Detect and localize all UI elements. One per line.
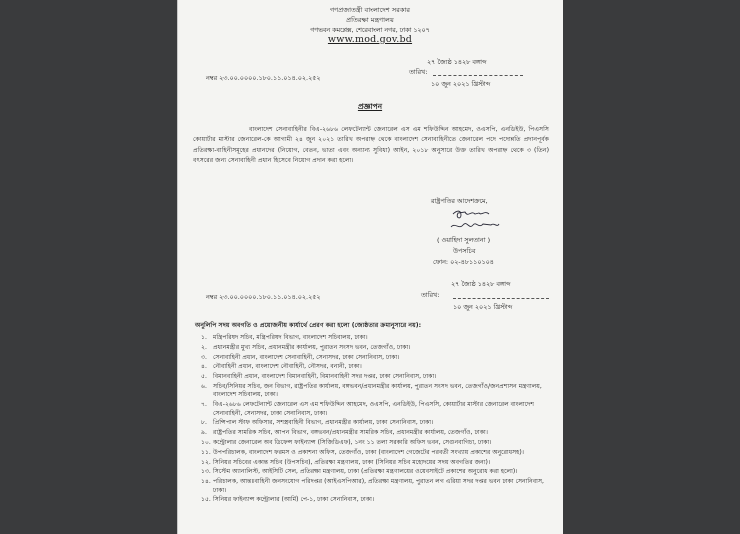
distribution-item <box>201 496 547 504</box>
distribution-item-number: ২. <box>201 343 207 351</box>
distribution-item-number: ১০. <box>201 438 211 446</box>
distribution-item-text: সচিব/সিনিয়র সচিব, জন বিভাগ, রাষ্ট্রপতির কার্যালয়, বঙ্গভবন/প্রধানমন্ত্রীর কার্যালয়, পুরাতন সংসদ ভবন, তেজগাঁও/জনপ্রশাসন মন্ত্রণালয়, বাংলাদেশ সচিবালয়, ঢাকা। <box>213 382 542 399</box>
notification-title: প্রজ্ঞাপন <box>357 102 383 111</box>
distribution-item-text: সিনিয়র সচিবের একান্ত সচিব (উপসচিব), প্রতিরক্ষা মন্ত্রণালয়, ঢাকা (সিনিয়র সচিব মহোদয়ের সদয় অবগতির জন্য)। <box>213 458 491 466</box>
memo-date-english: ১০ জুন ২০২১ খ্রিস্টাব্দ <box>431 80 491 88</box>
distribution-item-text: রাষ্ট্রপতির সামরিক সচিব, আপন বিভাগ, বঙ্গভবন/প্রধানমন্ত্রীর সামরিক সচিব, প্রধানমন্ত্রীর কার্যালয়, তেজগাঁও, ঢাকা। <box>213 429 488 437</box>
distribution-item <box>201 449 547 457</box>
memo2-date-label: তারিখ: <box>421 291 440 299</box>
distribution-item-text: সেনাবাহিনী প্রধান, বাংলাদেশ সেনাবাহিনী, সেনাসদর, ঢাকা সেনানিবাস, ঢাকা। <box>213 353 400 361</box>
distribution-item-number: ১৫. <box>201 496 211 504</box>
distribution-item-number: ১২. <box>201 458 211 466</box>
handwritten-signature <box>449 208 501 236</box>
ministry-name: প্রতিরক্ষা মন্ত্রণালয় <box>346 16 394 24</box>
distribution-item-number: ৫. <box>201 373 207 381</box>
ministry-website-link[interactable]: www.mod.gov.bd <box>327 34 413 45</box>
distribution-item <box>201 439 547 447</box>
distribution-item-text: প্রিন্সিপাল স্টাফ অফিসার, সশস্ত্রবাহিনী বিভাগ, প্রধানমন্ত্রীর কার্যালয়, ঢাকা সেনানিবাস, ঢাকা। <box>213 419 434 427</box>
page-edge <box>177 0 178 534</box>
distribution-item <box>201 363 547 371</box>
signatory-designation: উপসচিব <box>453 247 476 255</box>
distribution-item-number: ৯. <box>201 429 207 437</box>
distribution-list <box>201 334 547 506</box>
distribution-item-text: সিস্টেম অ্যানালিস্ট, আইসিটি সেল, প্রতিরক্ষা মন্ত্রণালয়, ঢাকা (প্রতিরক্ষা মন্ত্রণালয়ের ওয়েবসাইটে প্রকাশের অনুরোধ করা হলো)। <box>213 468 518 476</box>
distribution-item-number: ৭. <box>201 401 207 409</box>
memo2-date-english: ১০ জুন ২০২১ খ্রিস্টাব্দ <box>453 303 513 311</box>
distribution-item <box>201 468 547 476</box>
memo2-date-bengali: ২৭ জ্যৈষ্ঠ ১৪২৮ বঙ্গাব্দ <box>451 280 511 288</box>
presidential-order-line: রাষ্ট্রপতির আদেশক্রমে, <box>431 197 488 205</box>
ministry-address: গণভবন কমপ্লেক্স, শেরেবাংলা নগর, ঢাকা ১২০৭ <box>310 27 430 34</box>
distribution-item <box>201 459 547 467</box>
distribution-item-text: নৌবাহিনী প্রধান, বাংলাদেশ নৌবাহিনী, নৌসদর, বনানী, ঢাকা। <box>213 363 362 371</box>
distribution-item-text: কন্ট্রোলার জেনারেল অব ডিফেন্স ফাইন্যান্স (সিজিডিএফ), ১নং ১১ তলা সরকারি অফিস ভবন, সেগুনবাগিচা, ঢাকা। <box>213 438 492 446</box>
distribution-item <box>201 344 547 352</box>
distribution-item-number: ১১. <box>201 448 211 456</box>
distribution-item <box>201 373 547 381</box>
memo-date-label: তারিখ: <box>409 68 428 76</box>
signatory-phone: ফোন: ০২-৪৮১১০১০৪ <box>433 258 494 266</box>
distribution-item-number: ১৪. <box>201 478 211 486</box>
distribution-item <box>201 334 547 342</box>
memo-number: নম্বর ২৩.০০.০০০০.১৮০.১১.০১৪.০২.২৫২ <box>206 74 321 82</box>
distribution-item-text: উপপরিচালক, বাংলাদেশ ফরমস ও প্রকাশনা অফিস, তেজগাঁও, ঢাকা (বাংলাদেশ গেজেটের পরবর্তী সংখ্যায় প্রকাশের অনুরোধসহ)। <box>213 448 524 456</box>
distribution-item-number: ৮. <box>201 419 207 427</box>
distribution-item-number: ৬. <box>201 382 207 390</box>
distribution-heading: অনুলিপি সদয় অবগতি ও প্রয়োজনীয় কার্যার্থে প্রেরণ করা হলো (জ্যেষ্ঠতার ক্রমানুসারে নয়): <box>195 322 422 329</box>
date-divider <box>453 298 549 299</box>
distribution-item <box>201 383 547 400</box>
distribution-item-text: পরিচালক, আন্তঃবাহিনী জনসংযোগ পরিদপ্তর (আইএসপিআর), প্রতিরক্ষা মন্ত্রণালয়, পুরাতন লগ এরিয়া সদর দপ্তর ভবন ঢাকা সেনানিবাস, ঢাকা। <box>213 478 544 494</box>
distribution-item <box>201 419 547 427</box>
distribution-item-text: বিমানবাহিনী প্রধান, বাংলাদেশ বিমানবাহিনী, বিমানবাহিনী সদর দপ্তর, ঢাকা সেনানিবাস, ঢাকা। <box>213 373 437 381</box>
date-divider <box>433 75 523 76</box>
distribution-item-number: ১৩. <box>201 468 211 476</box>
distribution-item-text: মন্ত্রিপরিষদ সচিব, মন্ত্রিপরিষদ বিভাগ, বাংলাদেশ সচিবালয়, ঢাকা। <box>213 334 368 341</box>
distribution-item-text: প্রধানমন্ত্রীর মুখ্য সচিব, প্রধানমন্ত্রীর কার্যালয়, পুরাতন সংসদ ভবন, তেজগাঁও, ঢাকা। <box>213 343 411 351</box>
notification-body: বাংলাদেশ সেনাবাহিনীর বিএ-২৬৮৬ লেফটেন্যান্ট জেনারেল এস এম শফিউদ্দিন আহমেদ, ওএসপি, এনডিইউ, পিএসসি কোয়ার্টার মাস্টার জেনারেল-কে আগামী ২৪ জুন ২০২১ তারিখ অপরাহ্ন থেকে বাংলাদেশ সেনাবাহিনীতে জেনারেল পদে পদোন্নতি প্রদানপূর্বক প্রতিরক্ষা-বাহিনীসমূহের প্রধানদের (নিয়োগ, বেতন, ভাতা এবং অন্যান্য সুবিধা) আইন, ২০১৮ অনুসারে উক্ত তারিখ অপরাহ্ন থেকে ৩ (তিন) বৎসরের জন্য সেনাবাহিনী প্রধান হিসেবে নিয়োগ প্রদান করা হলো। <box>193 126 549 165</box>
distribution-item <box>201 429 547 437</box>
distribution-item-number: ৩. <box>201 353 207 361</box>
distribution-item <box>201 478 547 495</box>
government-name: গণপ্রজাতন্ত্রী বাংলাদেশ সরকার <box>329 6 411 14</box>
signatory-name: ( ওয়াহিদা সুলতানা ) <box>437 236 491 244</box>
distribution-item-number: ৪. <box>201 363 207 371</box>
distribution-item-number: ১. <box>201 334 207 341</box>
distribution-item-text: সিনিয়র ফাইন্যান্স কন্ট্রোলার (আর্মি) পে-১, ঢাকা সেনানিবাস, ঢাকা। <box>213 496 375 504</box>
memo2-number: নম্বর ২৩.০০.০০০০.১৮০.১১.০১৪.০২.২৫২ <box>206 293 321 301</box>
memo-date-bengali: ২৭ জ্যৈষ্ঠ ১৪২৮ বঙ্গাব্দ <box>427 58 487 66</box>
distribution-item <box>201 401 547 418</box>
distribution-item <box>201 354 547 362</box>
distribution-item-text: বিএ-২৬৮৬ লেফটেন্যান্ট জেনারেল এস এম শফিউদ্দিন আহমেদ, ওএসপি, এনডিইউ, পিএসসি, কোয়ার্টার মাস্টার জেনারেল বাংলাদেশ সেনাবাহিনী, সেনাসদর, ঢাকা সেনানিবাস, ঢাকা। <box>213 401 534 417</box>
document-page <box>177 0 563 534</box>
